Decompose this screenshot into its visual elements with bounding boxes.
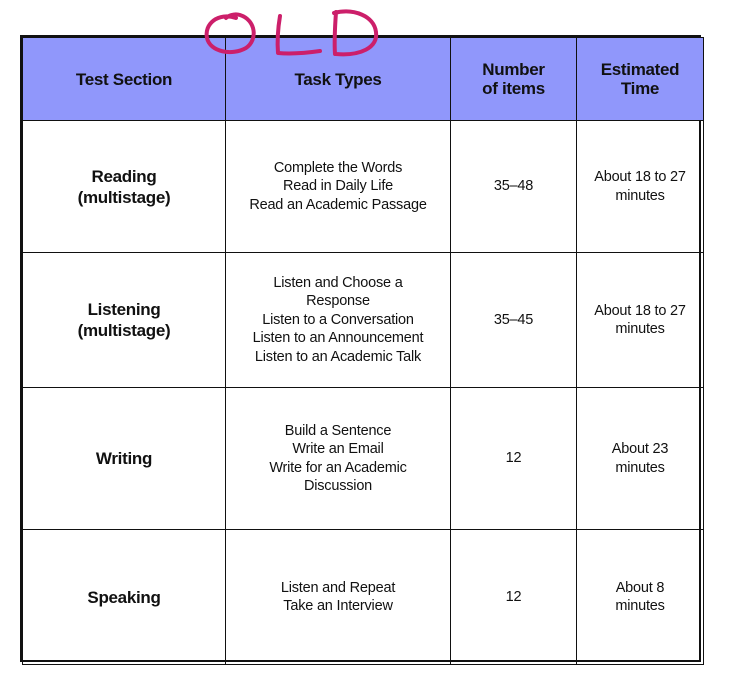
task-type: Write for an Academic [269,459,407,476]
section-name: Listening [87,300,161,319]
task-type: Listen to an Academic Talk [254,348,422,365]
table-row-speaking [23,530,704,665]
task-type: Listen and Choose a [273,274,403,291]
time-value: About 23 [611,441,669,457]
time-unit: minutes [615,598,665,614]
task-type: Listen to a Conversation [262,311,414,328]
task-type: Complete the Words [273,159,403,176]
table-row-listening [23,253,704,388]
section-name: Reading [91,166,157,186]
estimated-time-cell [577,388,704,530]
task-type: Response [306,293,370,310]
header-number-of-items: Number of items [451,38,577,121]
section-cell [23,121,226,253]
table-row-writing [23,388,704,530]
number-of-items-cell: 12 [451,530,577,665]
section-qualifier: (multistage) [77,321,171,340]
number-of-items-cell: 12 [451,388,577,530]
header-test-section: Test Section [23,38,226,121]
task-type: Take an Interview [283,598,393,614]
estimated-time-cell [577,253,704,388]
time-value: About 18 to 27 [594,169,686,185]
estimated-time-cell [577,121,704,253]
section-cell [23,388,226,530]
table-header-row [23,38,704,121]
estimated-time-cell [577,530,704,665]
time-unit: minutes [615,459,665,476]
table-row-reading [23,121,704,253]
number-of-items-cell: 35–45 [451,253,577,388]
task-type: Listen and Repeat [280,579,396,596]
section-name: Writing [95,449,153,468]
task-type: Listen to an Announcement [252,330,424,347]
task-type: Build a Sentence [284,422,392,439]
number-of-items-cell: 35–48 [451,121,577,253]
task-types-cell [226,530,451,665]
task-type: Read an Academic Passage [249,196,427,213]
time-value: About 18 to 27 [594,302,686,319]
section-name: Speaking [87,587,161,607]
header-estimated-time: Estimated Time [577,38,704,121]
time-unit: minutes [615,321,665,337]
section-cell [23,253,226,388]
task-types-cell [226,388,451,530]
section-cell [23,530,226,665]
test-sections-table [20,35,701,662]
task-types-cell [226,253,451,388]
section-qualifier: (multistage) [77,187,171,207]
task-type: Read in Daily Life [282,178,394,195]
task-types-cell [226,121,451,253]
time-unit: minutes [615,187,665,204]
task-type: Write an Email [292,441,384,457]
time-value: About 8 [615,579,665,596]
task-type: Discussion [303,478,373,494]
header-task-types: Task Types [226,38,451,121]
